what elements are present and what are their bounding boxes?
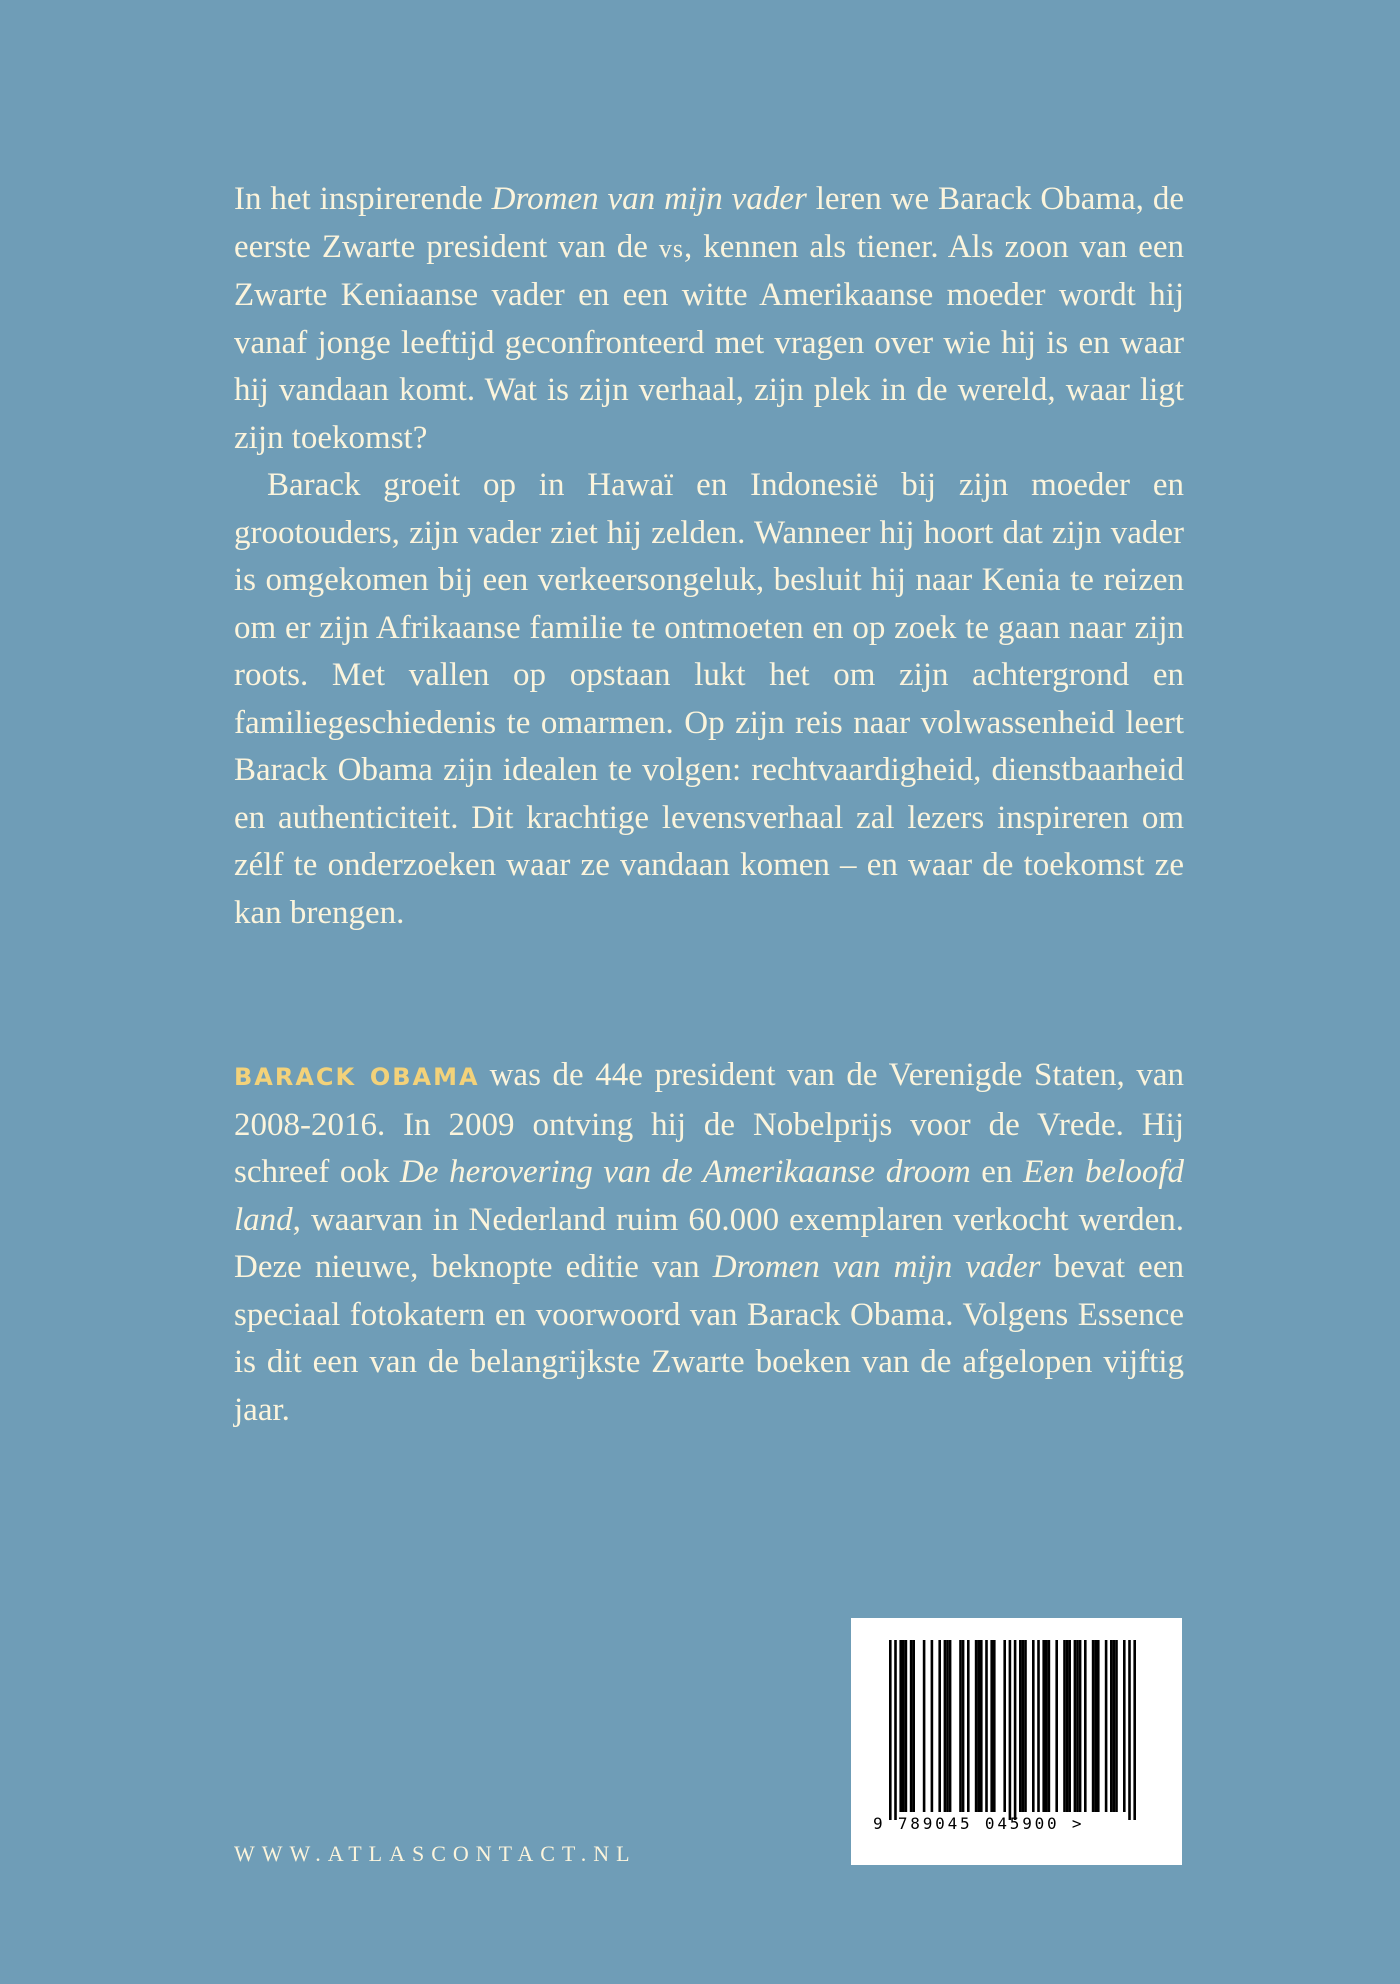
barcode-bar [912,1640,915,1812]
barcode-bar [889,1640,892,1820]
barcode-bar [923,1640,926,1812]
barcode-bar [910,1640,913,1812]
italic-title: De herovering van de Amerikaanse droom [400,1154,971,1190]
barcode-bar [1105,1640,1108,1812]
synopsis-text [234,176,1184,937]
barcode-bar [1074,1640,1077,1812]
barcode-bar [1055,1640,1058,1812]
barcode-bar [1003,1640,1006,1812]
author-bio [234,1052,1184,1434]
barcode-bar [993,1640,996,1812]
barcode-bar [1037,1640,1040,1812]
text-run: en [970,1154,1024,1190]
barcode-bar [990,1640,993,1812]
author-name: BARACK OBAMA [234,1063,480,1091]
synopsis-paragraph-2 [234,462,1184,937]
barcode-bar [894,1640,897,1820]
barcode-bar [931,1640,934,1812]
barcode-bar [1079,1640,1082,1812]
small-caps-text: vs [658,233,684,263]
text-run: In het inspirerende [234,181,492,217]
barcode-bar [1076,1640,1079,1812]
barcode-bar [962,1640,965,1812]
author-bio-text [234,1057,1184,1428]
barcode-bar [938,1640,941,1812]
barcode-bar [1032,1640,1035,1812]
barcode-bar [1110,1640,1113,1812]
text-run: leren we Barack Obama, de eerste Zwarte president van de [234,181,1184,265]
text-run: was de 44e president van de Verenigde Staten, van 2008-2016. In 2009 ontving hij de Nobelprijs voor de Vrede. Hij schreef ook [234,1057,1184,1190]
barcode-bar [1133,1640,1136,1820]
barcode-bar [944,1640,947,1812]
barcode-bar [899,1640,902,1812]
barcode-bar [1097,1640,1100,1812]
isbn-barcode [851,1618,1182,1865]
barcode-bar [1066,1640,1069,1812]
barcode-bar [949,1640,952,1812]
barcode-bar [1128,1640,1131,1820]
barcode-bar [1068,1640,1071,1812]
barcode-bar [1084,1640,1087,1812]
italic-title: Een beloofd land [234,1154,1185,1238]
barcode-bar [1092,1640,1095,1812]
author-bio-paragraph [234,1052,1184,1434]
barcode-bar [1123,1640,1126,1812]
barcode-bar [1024,1640,1027,1812]
barcode-bar [980,1640,983,1812]
synopsis-paragraph-1 [234,176,1184,462]
barcode-bar [1042,1640,1045,1812]
barcode-bar [905,1640,908,1812]
italic-title: Dromen van mijn vader [712,1249,1041,1285]
text-run: bevat een speciaal fotokatern en voorwoord van Barack Obama. Volgens Essence is dit een van de belangrijkste Zwarte boeken van de afgelopen vijftig jaar. [234,1249,1184,1428]
barcode-bar [1048,1640,1051,1812]
barcode-bar [902,1640,905,1812]
barcode-bar [1094,1640,1097,1812]
barcode-bar [1022,1640,1025,1812]
italic-title: Dromen van mijn vader [491,181,807,217]
barcode-bar [946,1640,949,1812]
barcode-bar [1014,1640,1017,1820]
barcode-bar [1009,1640,1012,1820]
barcode-bar [1045,1640,1048,1812]
barcode-digits: 9 789045 045900 > [873,1814,1085,1833]
text-run: , kennen als tiener. Als zoon van een Zwarte Keniaanse vader en een witte Amerikaanse moeder wordt hij vanaf jonge leeftijd geconfronteerd met vragen over wie hij is en waar hij vandaan komt. Wat is zijn verhaal, zijn plek in de wereld, waar ligt zijn toekomst? [234,228,1184,456]
barcode-bar [977,1640,980,1812]
barcode-bar [1113,1640,1116,1812]
barcode-bar [985,1640,988,1812]
publisher-website: WWW.ATLASCONTACT.NL [234,1841,637,1866]
barcode-bar [1063,1640,1066,1812]
text-run: Barack groeit op in Hawaï en Indonesië bij zijn moeder en grootouders, zijn vader ziet hij zelden. Wanneer hij hoort dat zijn vader is omgekomen bij een verkeersongeluk, besluit hij naar Kenia te reizen om er zijn Afrikaanse familie te ontmoeten en op zoek te gaan naar zijn roots. Met vallen op opstaan lukt het om zijn achtergrond en familiegeschiedenis te omarmen. Op zijn reis naar volwassenheid leert Barack Obama zijn idealen te volgen: rechtvaardigheid, dienstbaarheid en authenticiteit. Dit krachtige levensverhaal zal lezers inspireren om zélf te onderzoeken waar ze vandaan komen – en waar de toekomst ze kan brengen. [234,467,1184,931]
text-run: , waarvan in Nederland ruim 60.000 exemplaren verkocht werden. Deze nieuwe, beknopte editie van [234,1201,1184,1285]
barcode-bar [975,1640,978,1812]
barcode-bar [1115,1640,1118,1812]
barcode-bar [1019,1640,1022,1812]
barcode-bar [959,1640,962,1812]
barcode-bar [967,1640,970,1812]
